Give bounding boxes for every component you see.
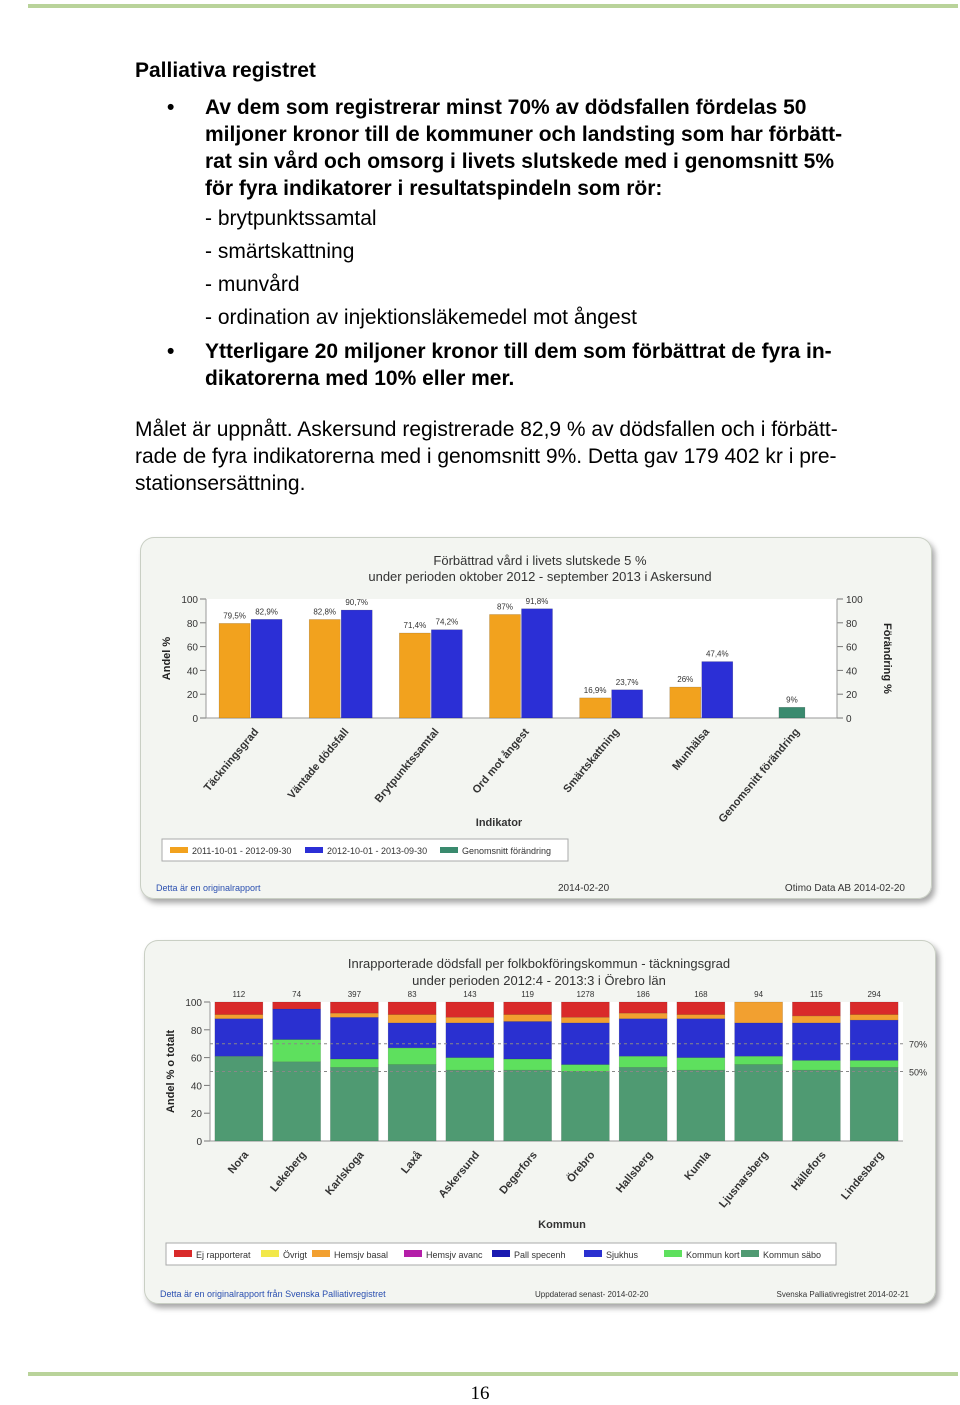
x-tick-label: Karlskoga	[323, 1149, 367, 1198]
bar	[341, 610, 372, 718]
stack-segment	[792, 1023, 840, 1061]
x-tick-label: Täckningsgrad	[201, 726, 262, 794]
legend-swatch	[312, 1250, 330, 1257]
sub-item: - smärtskattning	[205, 240, 355, 263]
footer-center: Uppdaterad senast- 2014-02-20	[535, 1290, 649, 1299]
stack-segment	[388, 1048, 436, 1065]
legend-label: Kommun säbo	[763, 1250, 822, 1260]
bar-data-label: 87%	[496, 602, 514, 612]
stack-segment	[619, 1056, 667, 1067]
legend-label: Ej rapporterat	[196, 1250, 251, 1260]
x-tick-label: Smärtskattning	[561, 726, 622, 796]
stack-segment	[677, 1019, 725, 1058]
x-tick-label: Lekeberg	[268, 1149, 309, 1195]
top-rule	[28, 4, 958, 8]
stack-segment	[446, 1070, 494, 1141]
bar-data-label: 9%	[786, 695, 798, 705]
stack-segment	[677, 1015, 725, 1019]
bar	[219, 623, 250, 718]
stack-segment	[446, 1002, 494, 1017]
coverage-chart-panel	[144, 940, 936, 1304]
stack-segment	[446, 1017, 494, 1023]
sub-item: - ordination av injektionsläkemedel mot ångest	[205, 306, 637, 329]
stack-segment	[215, 1019, 263, 1057]
bar	[522, 609, 553, 718]
y-tick-label: 40	[190, 1081, 202, 1093]
legend-swatch	[492, 1250, 510, 1257]
bar	[670, 687, 701, 718]
bullet-line: miljoner kronor till de kommuner och landsting som har förbätt-	[205, 123, 843, 146]
stack-segment	[561, 1072, 609, 1142]
bar-data-label: 90,7%	[345, 598, 369, 608]
bar	[580, 698, 611, 718]
bullet-line: • Av dem som registrerar minst 70% av dödsfallen fördelas 50	[205, 96, 807, 119]
y-axis-label: Andel % o totalt	[165, 1029, 177, 1114]
stack-segment	[561, 1065, 609, 1072]
stack-segment	[330, 1067, 378, 1141]
x-tick-label: Väntade dödsfall	[285, 726, 352, 802]
bar-data-label: 16,9%	[583, 685, 607, 695]
stack-segment	[330, 1013, 378, 1017]
legend-label: Hemsjv avanc	[426, 1250, 483, 1260]
bar	[779, 707, 805, 718]
legend-swatch	[305, 847, 323, 853]
stack-segment	[215, 1015, 263, 1019]
total-count-label: 83	[407, 990, 417, 999]
stack-segment	[677, 1058, 725, 1071]
bar-data-label: 26%	[677, 675, 694, 685]
para-line: stationsersättning.	[135, 472, 306, 495]
y-tick-label: 40	[186, 666, 198, 678]
legend-swatch	[741, 1250, 759, 1257]
total-count-label: 143	[463, 990, 477, 999]
total-count-label: 168	[694, 990, 708, 999]
stack-segment	[850, 1002, 898, 1015]
y2-tick-label: 80	[846, 618, 858, 630]
stack-segment	[561, 1017, 609, 1023]
legend-label: Pall specenh	[514, 1250, 566, 1260]
indicator-chart	[140, 537, 932, 899]
stack-segment	[504, 1021, 552, 1059]
x-tick-label: Ord mot ångest	[470, 726, 532, 797]
y-tick-label: 0	[192, 714, 198, 725]
stack-segment	[735, 1002, 783, 1023]
bar-data-label: 79,5%	[223, 611, 246, 621]
stack-segment	[850, 1015, 898, 1021]
y-tick-label: 60	[190, 1053, 202, 1065]
section-heading: Palliativa registret	[135, 59, 316, 82]
x-tick-label: Hallsberg	[614, 1149, 656, 1196]
total-count-label: 115	[809, 990, 823, 999]
stack-segment	[273, 1062, 321, 1141]
total-count-label: 94	[754, 990, 764, 999]
x-tick-label: Brytpunktssamtal	[372, 726, 442, 806]
stack-segment	[388, 1015, 436, 1023]
stack-segment	[792, 1060, 840, 1070]
legend-label: Hemsjv basal	[334, 1250, 389, 1260]
x-tick-label: Lindesberg	[839, 1149, 887, 1203]
bar-data-label: 82,9%	[255, 607, 278, 617]
coverage-chart	[144, 940, 936, 1304]
bullet-line: rat sin vård och omsorg i livets slutskede med i genomsnitt 5%	[205, 150, 835, 173]
stack-segment	[619, 1002, 667, 1013]
chart-title: Förbättrad vård i livets slutskede 5 %	[433, 553, 647, 568]
footer-center: 2014-02-20	[558, 883, 610, 894]
bullet-list	[135, 94, 925, 202]
sub-item: - munvård	[205, 273, 300, 296]
legend-swatch	[261, 1250, 279, 1257]
reference-label: 50%	[909, 1067, 928, 1078]
y-tick-label: 100	[181, 595, 198, 606]
bar	[612, 690, 643, 718]
x-tick-label: Laxå	[399, 1149, 425, 1177]
reference-label: 70%	[909, 1039, 928, 1050]
footer-left: Detta är en originalrapport	[156, 883, 261, 893]
stack-segment	[388, 1002, 436, 1015]
bar	[702, 662, 733, 718]
stack-segment	[792, 1016, 840, 1023]
y-tick-label: 80	[186, 618, 198, 630]
bar	[251, 619, 282, 718]
bar	[309, 619, 340, 718]
y-tick-label: 80	[190, 1025, 202, 1037]
y-tick-label: 100	[185, 998, 202, 1009]
bar	[490, 614, 521, 718]
y2-tick-label: 60	[846, 642, 858, 654]
bar-data-label: 91,8%	[525, 596, 549, 606]
stack-segment	[330, 1002, 378, 1013]
x-tick-label: Örebro	[564, 1149, 598, 1186]
legend-label: Sjukhus	[606, 1250, 639, 1260]
bullet-line: • Ytterligare 20 miljoner kronor till dem som förbättrat de fyra in-	[205, 340, 832, 363]
footer-left: Detta är en originalrapport från Svenska Palliativregistret	[160, 1289, 386, 1299]
sub-item-list	[135, 202, 925, 334]
total-count-label: 112	[232, 990, 246, 999]
stack-segment	[792, 1002, 840, 1016]
legend-swatch	[664, 1250, 682, 1257]
legend-swatch	[404, 1250, 422, 1257]
para-line: rade de fyra indikatorerna med i genomsnitt 9%. Detta gav 179 402 kr i pre-	[135, 445, 837, 468]
y-tick-label: 0	[196, 1137, 202, 1148]
stack-segment	[504, 1070, 552, 1141]
stack-segment	[215, 1002, 263, 1015]
total-count-label: 1278	[576, 990, 595, 999]
page-number: 16	[470, 1383, 490, 1404]
stack-segment	[446, 1023, 494, 1058]
total-count-label: 294	[867, 990, 881, 999]
stack-segment	[446, 1058, 494, 1071]
stack-segment	[619, 1067, 667, 1141]
stack-segment	[677, 1070, 725, 1141]
legend-label: Kommun kort	[686, 1250, 740, 1260]
total-count-label: 119	[521, 990, 535, 999]
bullet-item-2	[135, 338, 925, 392]
y2-tick-label: 40	[846, 666, 858, 678]
stack-segment	[850, 1020, 898, 1060]
stack-segment	[561, 1002, 609, 1017]
stack-segment	[735, 1056, 783, 1064]
legend-label: Genomsnitt förändring	[462, 846, 552, 856]
bar	[431, 630, 462, 718]
y-tick-label: 20	[186, 690, 198, 702]
indicator-chart-panel	[140, 537, 932, 899]
chart-title: Inrapporterade dödsfall per folkbokföringskommun - täckningsgrad	[347, 956, 731, 971]
y2-tick-label: 0	[846, 714, 852, 725]
bottom-rule	[28, 1372, 958, 1376]
bullet-line: för fyra indikatorer i resultatspindeln som rör:	[205, 177, 663, 200]
total-count-label: 186	[636, 990, 650, 999]
x-tick-label: Nora	[225, 1149, 252, 1177]
stack-segment	[273, 1009, 321, 1040]
result-paragraph	[135, 416, 925, 497]
chart-subtitle: under perioden oktober 2012 - september 2013 i Askersund	[368, 569, 712, 584]
bar-data-label: 23,7%	[615, 677, 639, 687]
y-tick-label: 20	[190, 1109, 202, 1121]
stack-segment	[619, 1019, 667, 1057]
bullet-item-1	[135, 94, 925, 202]
document-body	[135, 58, 925, 497]
chart-subtitle: under perioden 2012:4 - 2013:3 i Örebro län	[412, 973, 666, 988]
x-tick-label: Kumla	[682, 1149, 714, 1183]
legend-swatch	[174, 1250, 192, 1257]
stack-segment	[850, 1060, 898, 1067]
total-count-label: 397	[347, 990, 362, 999]
stack-segment	[330, 1059, 378, 1067]
legend-swatch	[170, 847, 188, 853]
bullet-line: dikatorerna med 10% eller mer.	[205, 367, 515, 390]
x-tick-label: Askersund	[436, 1149, 483, 1201]
x-tick-label: Hällefors	[789, 1149, 829, 1193]
legend-label: Övrigt	[283, 1250, 308, 1260]
legend-label: 2011-10-01 - 2012-09-30	[192, 846, 292, 856]
stack-segment	[504, 1015, 552, 1022]
stack-segment	[504, 1059, 552, 1070]
x-tick-label: Degerfors	[497, 1149, 540, 1197]
x-axis-label: Kommun	[538, 1219, 586, 1231]
stack-segment	[619, 1013, 667, 1019]
bar	[399, 633, 430, 718]
stack-segment	[735, 1065, 783, 1141]
bullet-list-2	[135, 338, 925, 392]
y2-axis-label: Förändring %	[881, 623, 893, 694]
bar-data-label: 47,4%	[705, 649, 729, 659]
footer-right: Otimo Data AB 2014-02-20	[784, 883, 905, 894]
sub-item: - brytpunktssamtal	[205, 207, 377, 230]
bar-data-label: 74,2%	[435, 617, 459, 627]
bar-data-label: 82,8%	[313, 607, 337, 617]
stack-segment	[850, 1067, 898, 1141]
stack-segment	[388, 1065, 436, 1141]
y2-tick-label: 20	[846, 690, 858, 702]
stack-segment	[215, 1056, 263, 1141]
x-axis-label: Indikator	[475, 817, 523, 829]
bar-data-label: 71,4%	[403, 621, 427, 631]
y2-tick-label: 100	[846, 595, 863, 606]
total-count-label: 74	[292, 990, 302, 999]
legend-swatch	[584, 1250, 602, 1257]
stack-segment	[735, 1023, 783, 1056]
para-line: Målet är uppnått. Askersund registrerade 82,9 % av dödsfallen och i förbätt-	[135, 418, 838, 441]
y-axis-label: Andel %	[161, 636, 173, 681]
footer-right: Svenska Palliativregistret 2014-02-21	[776, 1290, 909, 1299]
x-tick-label: Genomsnitt förändring	[716, 726, 803, 826]
x-tick-label: Ljusnarsberg	[716, 1149, 771, 1211]
stack-segment	[273, 1002, 321, 1009]
legend-swatch	[440, 847, 458, 853]
stack-segment	[677, 1002, 725, 1015]
stack-segment	[504, 1002, 552, 1015]
y-tick-label: 60	[186, 642, 198, 654]
x-tick-label: Munhälsa	[670, 726, 713, 773]
stack-segment	[330, 1017, 378, 1059]
stack-segment	[792, 1070, 840, 1141]
stack-segment	[273, 1040, 321, 1062]
legend-label: 2012-10-01 - 2013-09-30	[327, 846, 428, 856]
